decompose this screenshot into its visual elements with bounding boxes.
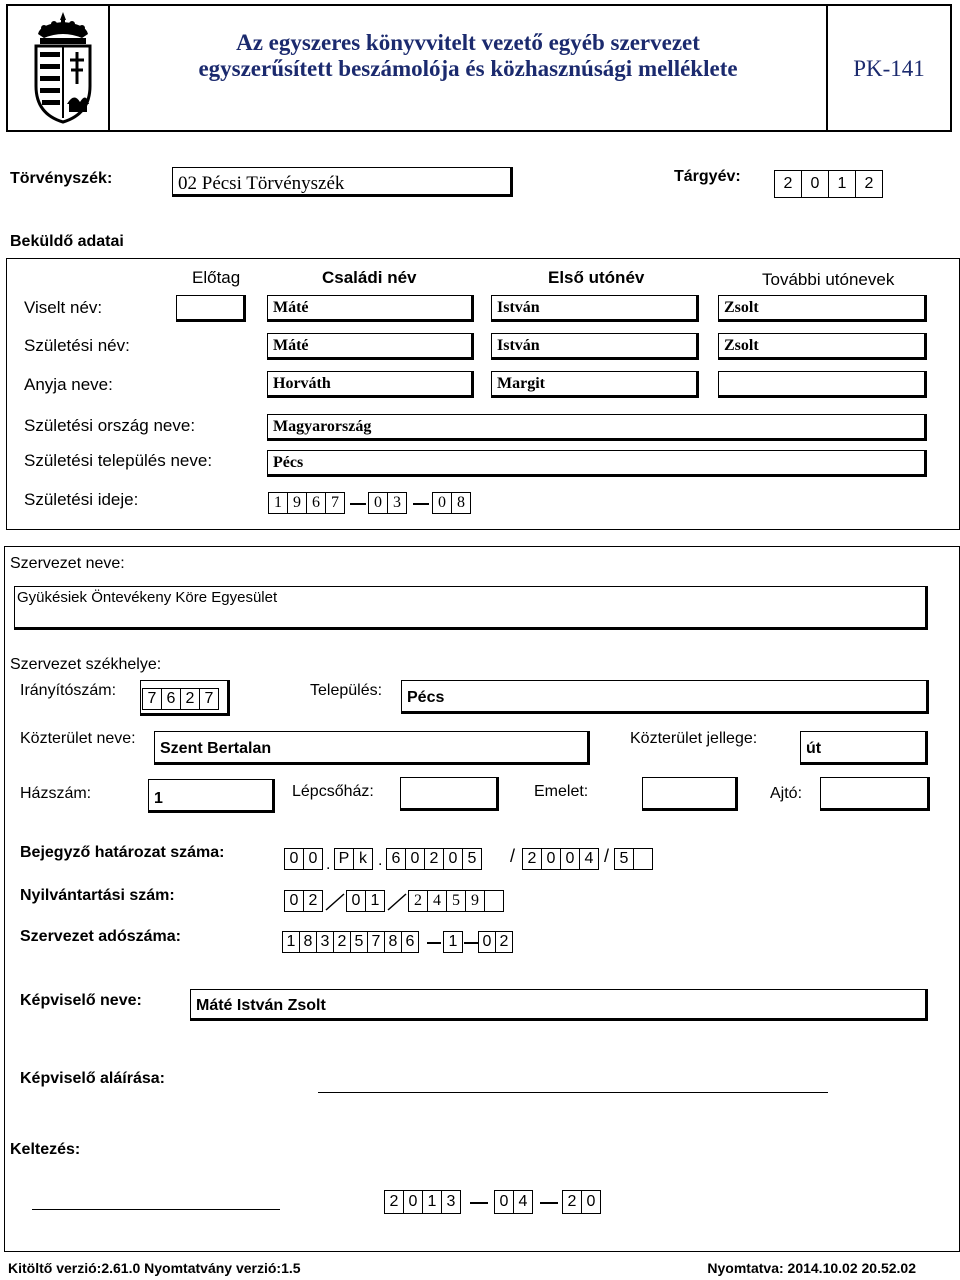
- birth-date-label: Születési ideje:: [24, 490, 139, 509]
- digit-cell: 0: [284, 890, 304, 912]
- dot-separator: .: [378, 852, 383, 869]
- digit-cell: 3: [441, 1190, 461, 1214]
- digit-cell: 2: [855, 170, 883, 198]
- digit-cell: P: [334, 848, 354, 870]
- date-year-cells[interactable]: [384, 1190, 460, 1214]
- digit-cell: [484, 890, 504, 912]
- digit-cell: 2: [333, 931, 351, 953]
- digit-cell: 4: [513, 1190, 533, 1214]
- birth-month-cells[interactable]: [368, 492, 406, 514]
- decree-e-cells[interactable]: [614, 848, 652, 870]
- digit-cell: 7: [199, 688, 219, 710]
- tax-a-cells[interactable]: [282, 931, 418, 953]
- digit-cell: 0: [303, 848, 323, 870]
- rep-name-field[interactable]: Máté István Zsolt: [190, 989, 928, 1021]
- digit-cell: k: [353, 848, 373, 870]
- digit-cell: 7: [325, 492, 345, 514]
- org-name-label: Szervezet neve:: [10, 555, 125, 572]
- mother-name-more-field[interactable]: [718, 371, 927, 398]
- stair-label: Lépcsőház:: [292, 783, 374, 800]
- digit-cell: 2: [303, 890, 323, 912]
- coat-of-arms-icon: [30, 8, 96, 126]
- digit-cell: 2: [384, 1190, 404, 1214]
- digit-cell: 6: [386, 848, 406, 870]
- col-first-header: Első utónév: [548, 268, 645, 287]
- birth-day-cells[interactable]: [432, 492, 470, 514]
- date-month-cells[interactable]: [494, 1190, 532, 1214]
- door-field[interactable]: [820, 777, 930, 811]
- tax-c-cells[interactable]: [478, 931, 512, 953]
- dot-separator: .: [326, 856, 331, 873]
- digit-cell: 0: [432, 492, 452, 514]
- slash-separator: /: [510, 846, 516, 866]
- birth-year-cells[interactable]: [268, 492, 344, 514]
- city-field[interactable]: Pécs: [401, 680, 929, 714]
- digit-cell: 9: [287, 492, 307, 514]
- digit-cell: 0: [443, 848, 463, 870]
- digit-cell: 6: [306, 492, 326, 514]
- digit-cell: 1: [828, 170, 856, 198]
- stair-field[interactable]: [400, 777, 499, 811]
- birth-city-field[interactable]: Pécs: [267, 450, 927, 477]
- digit-cell: 0: [801, 170, 829, 198]
- tax-separator: [464, 942, 478, 944]
- digit-cell: 7: [367, 931, 385, 953]
- digit-cell: 5: [446, 890, 466, 912]
- tax-label: Szervezet adószáma:: [20, 928, 181, 945]
- birth-country-label: Születési ország neve:: [24, 416, 196, 435]
- used-name-first-field[interactable]: István: [491, 295, 699, 322]
- mother-name-label: Anyja neve:: [24, 375, 113, 394]
- used-name-family-field[interactable]: Máté: [267, 295, 474, 322]
- digit-cell: 6: [161, 688, 181, 710]
- footer-printed: Nyomtatva: 2014.10.02 20.52.02: [707, 1260, 916, 1276]
- digit-cell: 7: [142, 688, 162, 710]
- mother-name-family-field[interactable]: Horváth: [267, 371, 474, 398]
- used-name-label: Viselt név:: [24, 298, 103, 317]
- org-seat-label: Szervezet székhelye:: [10, 656, 162, 673]
- col-family-header: Családi név: [322, 268, 417, 287]
- digit-cell: 3: [316, 931, 334, 953]
- digit-cell: 0: [368, 492, 388, 514]
- digit-cell: 1: [268, 492, 288, 514]
- digit-cell: 0: [560, 848, 580, 870]
- digit-cell: 0: [405, 848, 425, 870]
- zip-label: Irányítószám:: [20, 682, 117, 699]
- floor-field[interactable]: [642, 777, 738, 811]
- birth-name-first-field[interactable]: István: [491, 333, 699, 360]
- slash-separator: [324, 890, 346, 912]
- date-separator: [413, 503, 429, 505]
- city-label: Település:: [310, 682, 383, 699]
- date-separator: [350, 503, 366, 505]
- digit-cell: 5: [614, 848, 634, 870]
- digit-cell: 4: [427, 890, 447, 912]
- digit-cell: 2: [562, 1190, 582, 1214]
- door-label: Ajtó:: [770, 785, 803, 802]
- form-title-line1: Az egyszeres könyvvitelt vezető egyéb szervezet: [236, 30, 700, 55]
- col-more-header: További utónevek: [762, 270, 895, 289]
- digit-cell: 1: [282, 931, 300, 953]
- digit-cell: 4: [579, 848, 599, 870]
- date-day-cells[interactable]: [562, 1190, 600, 1214]
- signature-line: [318, 1092, 828, 1093]
- year-label: Tárgyév:: [674, 168, 741, 185]
- digit-cell: 9: [465, 890, 485, 912]
- footer-version: Kitöltő verzió:2.61.0 Nyomtatvány verzió:1.5: [8, 1260, 301, 1276]
- digit-cell: [633, 848, 653, 870]
- digit-cell: 1: [365, 890, 385, 912]
- sender-section-title: Beküldő adatai: [10, 233, 124, 250]
- digit-cell: 2: [408, 890, 428, 912]
- birth-name-label: Születési név:: [24, 336, 130, 355]
- birth-city-label: Születési település neve:: [24, 451, 213, 470]
- reg-a-cells[interactable]: [284, 890, 322, 912]
- used-name-prefix-field[interactable]: [176, 295, 246, 322]
- slash-separator: [386, 890, 408, 912]
- reg-label: Nyilvántartási szám:: [20, 887, 175, 904]
- digit-cell: 2: [495, 931, 513, 953]
- reg-c-cells[interactable]: [408, 890, 503, 912]
- reg-b-cells[interactable]: [346, 890, 384, 912]
- digit-cell: 8: [299, 931, 317, 953]
- birth-country-field[interactable]: Magyarország: [267, 414, 927, 441]
- decree-label: Bejegyző határozat száma:: [20, 844, 225, 861]
- date-separator: [470, 1202, 488, 1204]
- digit-cell: 0: [478, 931, 496, 953]
- date-label: Keltezés:: [10, 1141, 81, 1158]
- form-title-line2: egyszerűsített beszámolója és közhasznúsági melléklete: [198, 56, 738, 81]
- digit-cell: 2: [424, 848, 444, 870]
- digit-cell: 1: [422, 1190, 442, 1214]
- digit-cell: 0: [403, 1190, 423, 1214]
- decree-b-cells[interactable]: [334, 848, 372, 870]
- digit-cell: 8: [384, 931, 402, 953]
- decree-c-cells[interactable]: [386, 848, 481, 870]
- tax-separator: [427, 942, 441, 944]
- court-label: Törvényszék:: [10, 170, 113, 187]
- digit-cell: 6: [401, 931, 419, 953]
- digit-cell: 0: [581, 1190, 601, 1214]
- digit-cell: 0: [494, 1190, 514, 1214]
- digit-cell: 0: [346, 890, 366, 912]
- house-field[interactable]: 1: [148, 779, 275, 813]
- form-code: PK-141: [853, 56, 925, 81]
- mother-name-first-field[interactable]: Margit: [491, 371, 699, 398]
- digit-cell: 2: [774, 170, 802, 198]
- used-name-more-field[interactable]: Zsolt: [718, 295, 927, 322]
- birth-name-family-field[interactable]: Máté: [267, 333, 474, 360]
- birth-name-more-field[interactable]: Zsolt: [718, 333, 927, 360]
- tax-b-cells[interactable]: [443, 931, 462, 953]
- year-cells[interactable]: [774, 170, 882, 198]
- digit-cell: 2: [522, 848, 542, 870]
- org-name-value: Gyükésiek Öntevékeny Köre Egyesület: [17, 589, 278, 606]
- floor-label: Emelet:: [534, 783, 589, 800]
- court-field[interactable]: 02 Pécsi Törvényszék: [172, 167, 513, 197]
- street-type-label: Közterület jellege:: [630, 730, 758, 747]
- place-line: [32, 1209, 280, 1210]
- digit-cell: 5: [350, 931, 368, 953]
- col-prefix-header: Előtag: [192, 268, 241, 287]
- digit-cell: 0: [541, 848, 561, 870]
- sign-label: Képviselő aláírása:: [20, 1070, 165, 1087]
- street-label: Közterület neve:: [20, 730, 136, 747]
- digit-cell: 2: [180, 688, 200, 710]
- digit-cell: 3: [387, 492, 407, 514]
- rep-label: Képviselő neve:: [20, 992, 142, 1009]
- org-name-box[interactable]: [14, 586, 928, 630]
- street-field[interactable]: Szent Bertalan: [154, 731, 590, 765]
- digit-cell: 8: [451, 492, 471, 514]
- digit-cell: 1: [443, 931, 463, 953]
- digit-cell: 5: [462, 848, 482, 870]
- house-label: Házszám:: [20, 785, 92, 802]
- slash-separator: /: [604, 846, 610, 866]
- decree-d-cells[interactable]: [522, 848, 598, 870]
- decree-a-cells[interactable]: [284, 848, 322, 870]
- street-type-field[interactable]: út: [800, 731, 928, 765]
- zip-cells[interactable]: [142, 688, 218, 710]
- digit-cell: 0: [284, 848, 304, 870]
- date-separator: [540, 1202, 558, 1204]
